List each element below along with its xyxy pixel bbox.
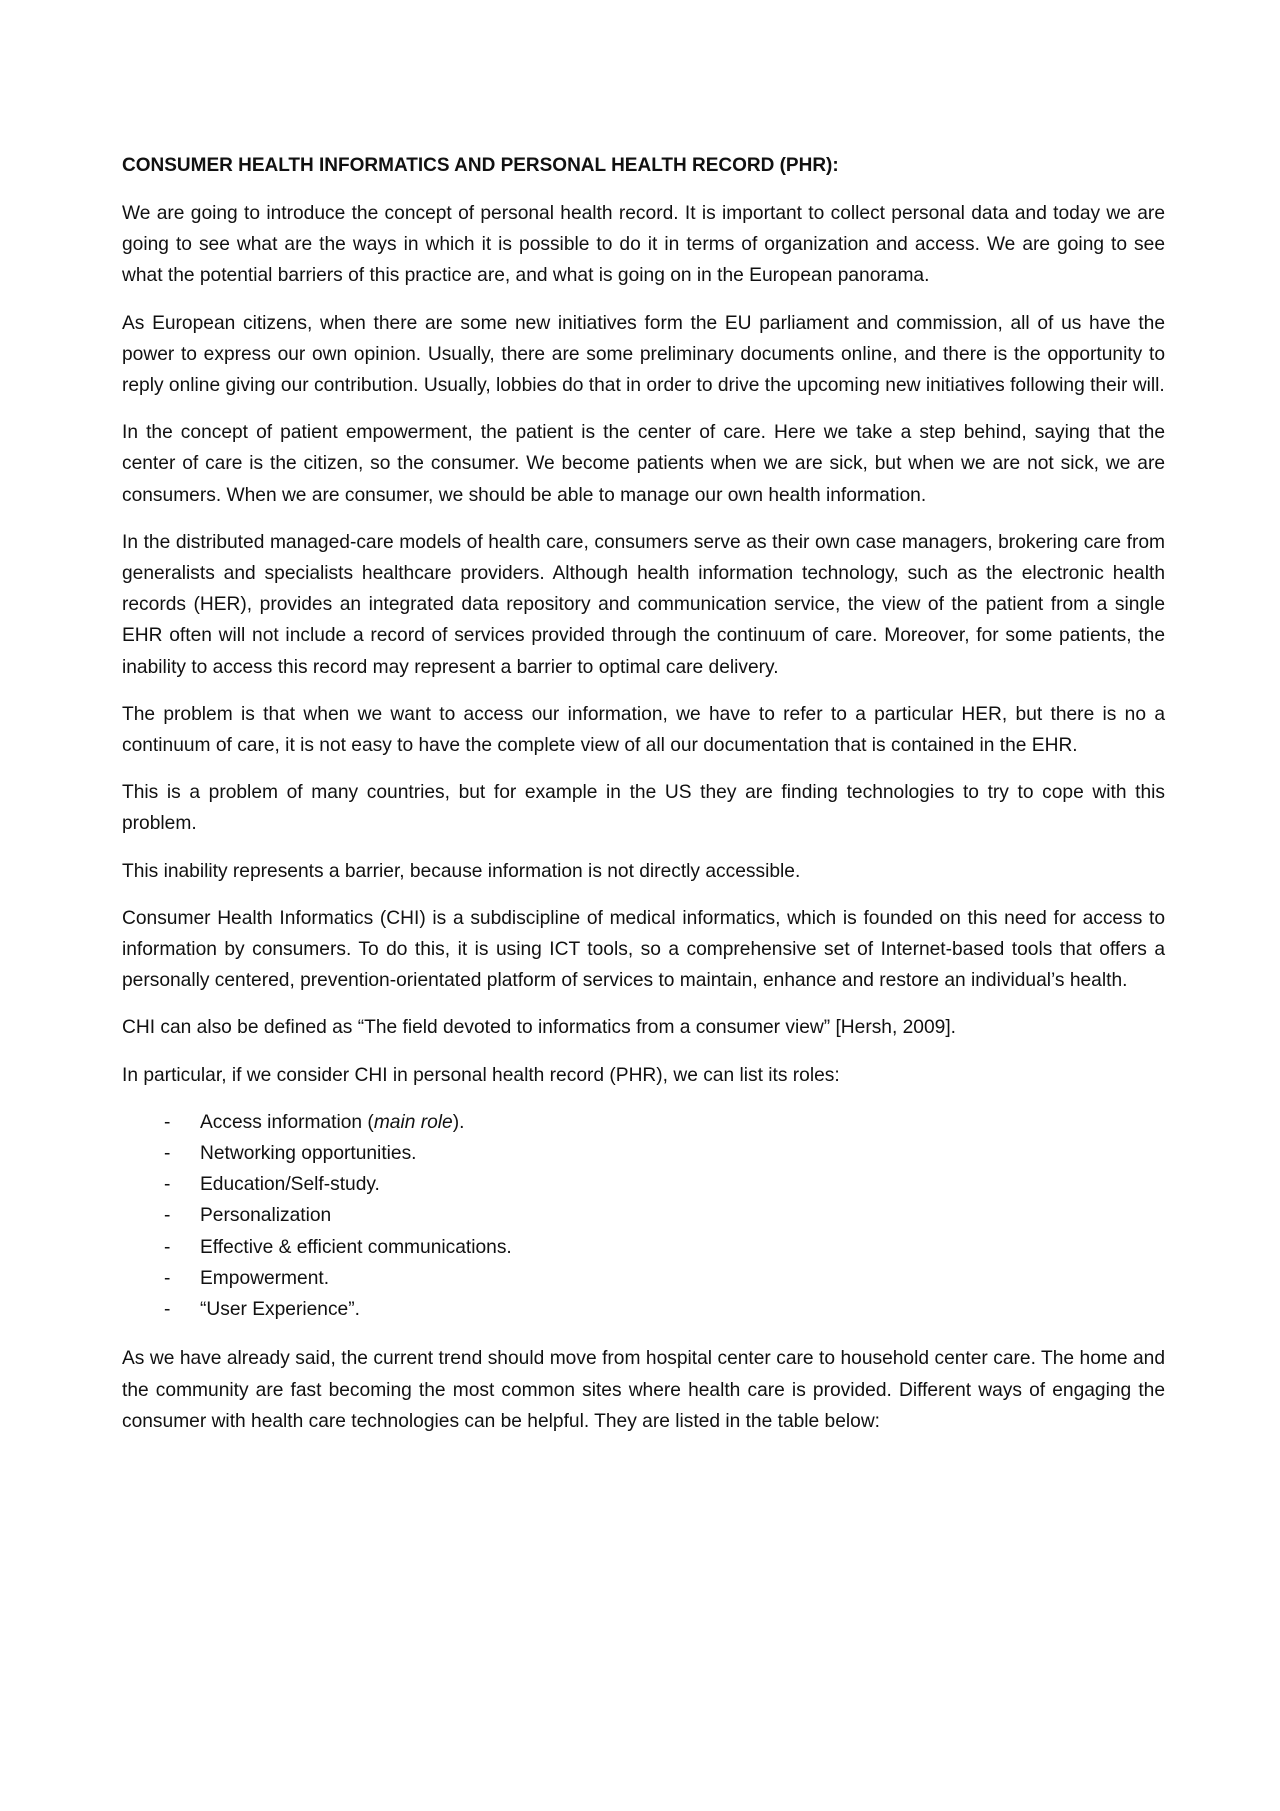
paragraph-countries: This is a problem of many countries, but for example in the US they are finding technologies to try to cope with this problem. <box>122 782 1165 835</box>
paragraph-barrier: This inability represents a barrier, because information is not directly accessible. <box>122 860 801 882</box>
role-text: Education/Self-study. <box>200 1174 380 1196</box>
role-text-suffix: ). <box>452 1111 465 1133</box>
list-item <box>122 1263 1165 1294</box>
list-item <box>122 1200 1165 1231</box>
role-text: Effective & efficient communications. <box>200 1236 512 1258</box>
list-bullet: - <box>164 1236 171 1258</box>
paragraph-access-problem: The problem is that when we want to access our information, we have to refer to a particular HER, but there is no a continuum of care, it is not easy to have the complete view of all our documentation that is contained in the EHR. <box>122 703 1165 757</box>
list-bullet: - <box>164 1267 171 1289</box>
list-item <box>122 1294 1165 1325</box>
role-text: Personalization <box>200 1205 332 1227</box>
paragraph-chi-hersh: CHI can also be defined as “The field devoted to informatics from a consumer view” [Hersh, 2009]. <box>122 1017 956 1039</box>
roles-list <box>122 1107 1165 1325</box>
list-bullet: - <box>164 1143 171 1165</box>
role-emphasis: main role <box>373 1111 453 1133</box>
role-text: Empowerment. <box>200 1267 330 1289</box>
role-text: Networking opportunities. <box>200 1143 417 1165</box>
paragraph-eu-citizens: As European citizens, when there are some new initiatives form the EU parliament and commission, all of us have the power to express our own opinion. Usually, there are some preliminary documents online, and there is the opportunity to reply online giving our contribution. Usually, lobbies do that in order to drive the upcoming new initiatives following their will. <box>122 312 1165 397</box>
paragraph-chi-definition: Consumer Health Informatics (CHI) is a subdiscipline of medical informatics, which is founded on this need for access to information by consumers. To do this, it is using ICT tools, so a comprehensive set of Internet-based tools that offers a personally centered, prevention-orientated platform of services to maintain, enhance and restore an individual’s health. <box>122 907 1165 992</box>
list-item <box>122 1107 1165 1138</box>
list-bullet: - <box>164 1205 171 1227</box>
list-bullet: - <box>164 1111 171 1133</box>
paragraph-roles-intro: In particular, if we consider CHI in personal health record (PHR), we can list its roles: <box>122 1064 840 1086</box>
document-title: CONSUMER HEALTH INFORMATICS AND PERSONAL HEALTH RECORD (PHR): <box>122 155 839 176</box>
list-item <box>122 1232 1165 1263</box>
paragraph-closing: As we have already said, the current trend should move from hospital center care to household center care. The home and the community are fast becoming the most common sites where health care is provided. Different ways of engaging the consumer with health care technologies can be helpful. They are listed in the table below: <box>122 1348 1165 1432</box>
paragraph-patient-empowerment: In the concept of patient empowerment, the patient is the center of care. Here we take a step behind, saying that the center of care is the citizen, so the consumer. We become patients when we are sick, but when we are not sick, we are consumers. When we are consumer, we should be able to manage our own health information. <box>122 422 1165 506</box>
list-bullet: - <box>164 1174 171 1196</box>
paragraph-managed-care: In the distributed managed-care models of health care, consumers serve as their own case managers, brokering care from generalists and specialists healthcare providers. Although health information technology, such as the electronic health records (HER), provides an integrated data repository and communication service, the view of the patient from a single EHR often will not include a record of services provided through the continuum of care. Moreover, for some patients, the inability to access this record may represent a barrier to optimal care delivery. <box>122 531 1165 678</box>
paragraph-intro: We are going to introduce the concept of personal health record. It is important to collect personal data and today we are going to see what are the ways in which it is possible to do it in terms of organization and access. We are going to see what the potential barriers of this practice are, and what is going on in the European panorama. <box>122 203 1165 287</box>
list-item <box>122 1169 1165 1200</box>
role-text-prefix: Access information ( <box>200 1111 374 1133</box>
role-text: “User Experience”. <box>200 1299 360 1321</box>
list-item <box>122 1138 1165 1169</box>
list-bullet: - <box>164 1299 171 1321</box>
